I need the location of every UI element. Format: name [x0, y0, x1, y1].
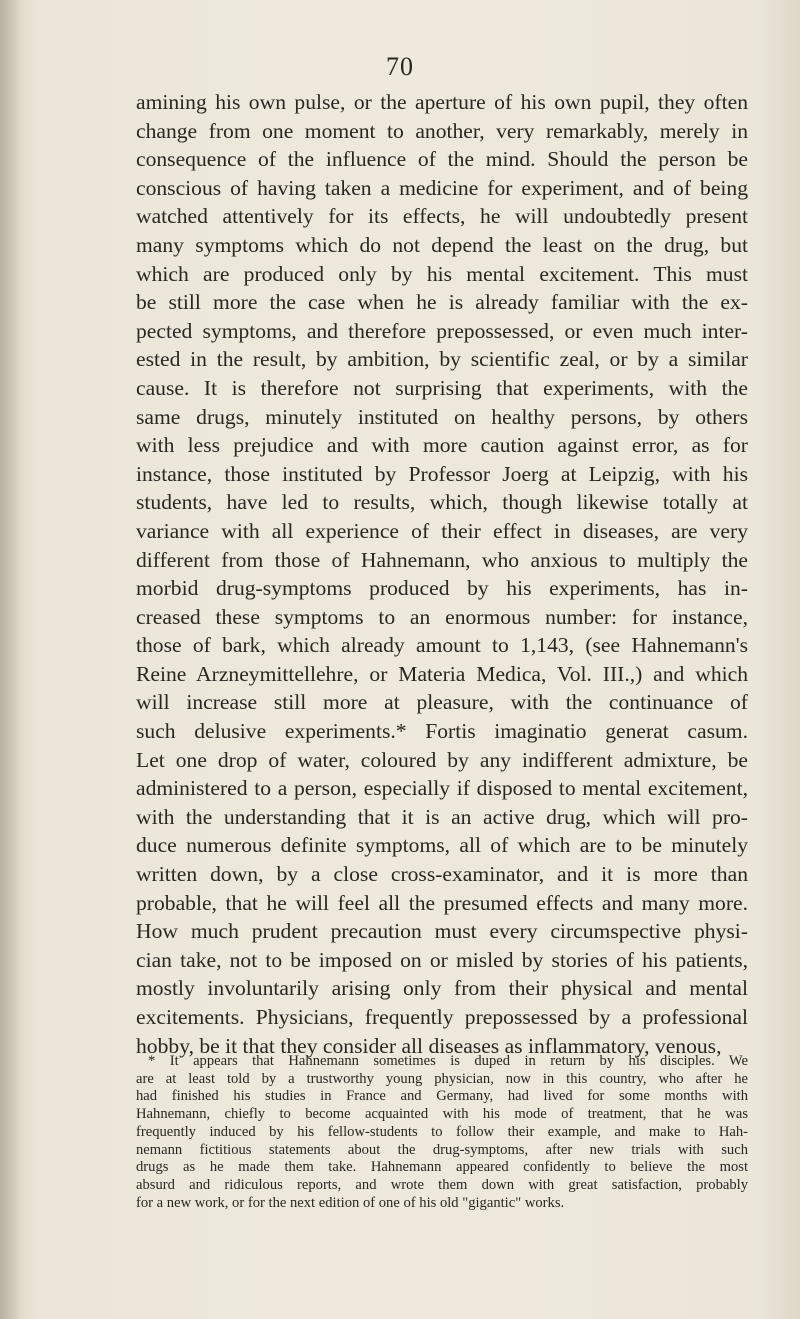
- body-text-line: such delusive experiments.* Fortis imaginatio generat casum.: [136, 719, 748, 744]
- body-text-line: administered to a person, especially if disposed to mental excitement,: [136, 776, 748, 801]
- body-text-line: change from one moment to another, very remarkably, merely in: [136, 118, 748, 143]
- body-text-line: written down, by a close cross-examinator, and it is more than: [136, 862, 748, 887]
- body-text-line: cian take, not to be imposed on or misled by stories of his patients,: [136, 947, 748, 972]
- body-text-line: different from those of Hahnemann, who anxious to multiply the: [136, 547, 748, 572]
- body-text-line: creased these symptoms to an enormous number: for instance,: [136, 604, 748, 629]
- body-text-line: morbid drug-symptoms produced by his experiments, has in-: [136, 576, 748, 601]
- body-text-line: variance with all experience of their effect in diseases, are very: [136, 518, 748, 543]
- binding-shadow: [0, 0, 22, 1319]
- body-text-line: amining his own pulse, or the aperture of his own pupil, they often: [136, 90, 748, 114]
- page-number: 70: [386, 52, 414, 81]
- body-text-line: will increase still more at pleasure, with the continuance of: [136, 690, 748, 715]
- body-text-line: instance, those instituted by Professor Joerg at Leipzig, with his: [136, 461, 748, 486]
- footnote-line: nemann fictitious statements about the drug-symptoms, after new trials with such: [136, 1141, 748, 1158]
- body-text-line: excitements. Physicians, frequently prepossessed by a professional: [136, 1005, 748, 1029]
- body-text: [136, 88, 748, 1060]
- footnote-line: absurd and ridiculous reports, and wrote them down with great satisfaction, probably: [136, 1176, 748, 1193]
- body-text-line: pected symptoms, and therefore prepossessed, or even much inter-: [136, 318, 748, 343]
- body-text-line: How much prudent precaution must every circumspective physi-: [136, 919, 748, 944]
- footnote-line: had finished his studies in France and Germany, had lived for some months with: [136, 1088, 748, 1105]
- footnote-line: frequently induced by his fellow-students to follow their example, and make to Hah-: [136, 1123, 748, 1140]
- body-text-line: cause. It is therefore not surprising that experiments, with the: [136, 375, 748, 400]
- body-text-line: with the understanding that it is an active drug, which will pro-: [136, 804, 748, 829]
- body-text-line: with less prejudice and with more caution against error, as for: [136, 433, 748, 458]
- body-text-line: watched attentively for its effects, he will undoubtedly present: [136, 204, 748, 229]
- body-text-line: duce numerous definite symptoms, all of which are to be minutely: [136, 833, 748, 858]
- body-text-line: probable, that he will feel all the presumed effects and many more.: [136, 890, 748, 915]
- body-text-line: ested in the result, by ambition, by scientific zeal, or by a similar: [136, 347, 748, 372]
- body-text-line: same drugs, minutely instituted on healthy persons, by others: [136, 404, 748, 429]
- footnote-line: * It appears that Hahnemann sometimes is duped in return by his disciples. We: [148, 1053, 748, 1069]
- footnote-line: drugs as he made them take. Hahnemann appeared confidently to believe the most: [136, 1159, 748, 1176]
- body-text-line: many symptoms which do not depend the least on the drug, but: [136, 232, 748, 257]
- body-text-line: consequence of the influence of the mind. Should the person be: [136, 147, 748, 172]
- body-text-line: be still more the case when he is already familiar with the ex-: [136, 290, 748, 315]
- body-text-line: Let one drop of water, coloured by any indifferent admixture, be: [136, 747, 748, 772]
- body-text-line: students, have led to results, which, though likewise totally at: [136, 490, 748, 515]
- body-text-line: Reine Arzneymittellehre, or Materia Medica, Vol. III.,) and which: [136, 661, 748, 686]
- body-text-line: hobby, be it that they consider all diseases as inflammatory, venous,: [136, 1033, 722, 1058]
- body-text-line: mostly involuntarily arising only from their physical and mental: [136, 976, 748, 1001]
- footnote-line: for a new work, or for the next edition of one of his old "gigantic" works.: [136, 1194, 565, 1211]
- footnote-line: Hahnemann, chiefly to become acquainted with his mode of treatment, that he was: [136, 1106, 748, 1123]
- footnote-line: are at least told by a trustworthy young physician, now in this country, who after he: [136, 1070, 748, 1087]
- body-text-line: conscious of having taken a medicine for experiment, and of being: [136, 175, 748, 200]
- body-text-line: those of bark, which already amount to 1,143, (see Hahnemann's: [136, 633, 748, 658]
- footnote: [136, 1053, 748, 1212]
- body-text-line: which are produced only by his mental excitement. This must: [136, 261, 748, 286]
